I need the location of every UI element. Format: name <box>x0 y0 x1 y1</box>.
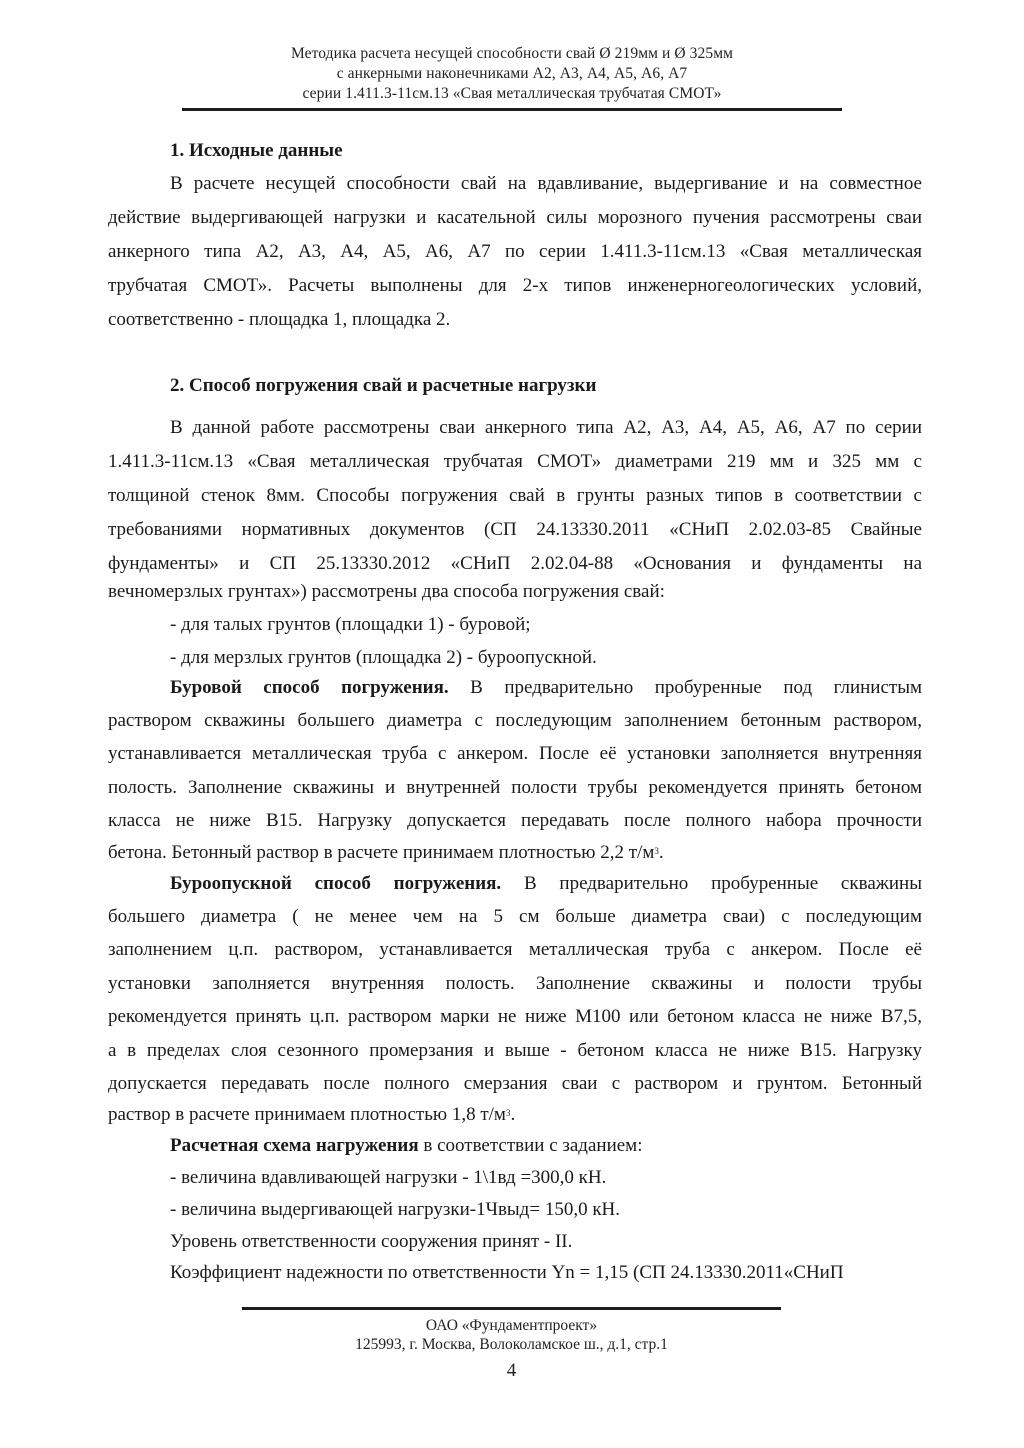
drill-lowering-text-line: допускается передавать после полного смерзания сваи с раствором и грунтом. Бетонный <box>108 1073 922 1094</box>
header-title-line-2: с анкерными наконечниками А2, А3, А4, А5, А6, А7 <box>336 65 688 82</box>
header-title-line-3: серии 1.411.3-11см.13 «Свая металлическая трубчатая СМОТ» <box>302 85 722 102</box>
drill-lowering-method-title: Буроопускной способ погружения. <box>170 873 502 894</box>
load-item: - величина вдавливающей нагрузки - 1\1вд =300,0 кН. <box>170 1167 607 1188</box>
section-1-heading: 1. Исходные данные <box>170 140 343 161</box>
footer-company: ОАО «Фундаментпроект» <box>425 1317 598 1334</box>
drill-lowering-text-line: большего диаметра ( не менее чем на 5 см больше диаметра сваи) с последующим <box>108 906 922 927</box>
superscript: 3 <box>505 1108 511 1118</box>
period: . <box>658 842 664 863</box>
method-list-item: - для мерзлых грунтов (площадка 2) - буроопускной. <box>170 647 597 668</box>
loading-scheme-text: в соответствии с заданием: <box>418 1135 643 1156</box>
footer-divider <box>242 1307 781 1310</box>
drill-lowering-text-line <box>108 1104 922 1126</box>
section-1-text-line: действие выдергивающей нагрузки и касательной силы морозного пучения рассмотрены сваи <box>108 207 922 228</box>
page-number: 4 <box>506 1360 517 1381</box>
load-item: - величина выдергивающей нагрузки-1Чвыд= 150,0 кН. <box>170 1199 621 1220</box>
drilling-method-text-line: полость. Заполнение скважины и внутренней полости трубы рекомендуется принять бетоном <box>108 777 922 798</box>
section-2-text-line: требованиями нормативных документов (СП 24.13330.2011 «СНиП 2.02.03-85 Свайные <box>108 519 922 540</box>
section-1-text-line: соответственно - площадка 1, площадка 2. <box>108 309 451 330</box>
drill-lowering-method-paragraph-first-line <box>170 873 922 895</box>
reliability-coefficient: Коэффициент надежности по ответственности Yn = 1,15 (СП 24.13330.2011«СНиП <box>170 1262 844 1283</box>
drilling-method-text-line: раствором скважины большего диаметра с последующим заполнением бетонным раствором, <box>108 710 922 731</box>
section-2-text-line: толщиной стенок 8мм. Способы погружения свай в грунты разных типов в соответствии с <box>108 485 922 506</box>
loading-scheme-line <box>170 1135 984 1157</box>
method-list-item: - для талых грунтов (площадки 1) - буровой; <box>170 614 531 635</box>
density-text: раствор в расчете принимаем плотностью 1,8 т/м <box>108 1104 506 1125</box>
header-title-line-1: Методика расчета несущей способности свай Ø 219мм и Ø 325мм <box>290 45 734 62</box>
section-1-text-line: В расчете несущей способности свай на вдавливание, выдергивание и на совместное <box>170 173 922 194</box>
drilling-method-text-line: класса не ниже В15. Нагрузку допускается передавать после полного набора прочности <box>108 810 922 831</box>
period: . <box>510 1104 516 1125</box>
footer-address: 125993, г. Москва, Волоколамское ш., д.1, стр.1 <box>355 1336 668 1353</box>
header-divider <box>182 108 842 111</box>
section-2-heading: 2. Способ погружения свай и расчетные нагрузки <box>170 375 597 396</box>
section-1-text-line: анкерного типа А2, А3, А4, А5, А6, А7 по серии 1.411.3-11см.13 «Свая металлическая <box>108 241 922 262</box>
responsibility-level: Уровень ответственности сооружения принят - II. <box>170 1231 573 1252</box>
section-1-text-line: трубчатая СМОТ». Расчеты выполнены для 2-х типов инженерногеологических условий, <box>108 275 922 296</box>
section-2-text-line: фундаменты» и СП 25.13330.2012 «СНиП 2.02.04-88 «Основания и фундаменты на <box>108 553 922 574</box>
section-2-text-line: В данной работе рассмотрены сваи анкерного типа А2, А3, А4, А5, А6, А7 по серии <box>170 417 922 438</box>
superscript: 3 <box>654 846 659 856</box>
drilling-method-text: В предварительно пробуренные под глинистым <box>448 677 922 698</box>
drilling-method-text-line: устанавливается металлическая труба с анкером. После её установки заполняется внутренняя <box>108 743 922 764</box>
drilling-method-text-line <box>108 842 922 864</box>
drill-lowering-text-line: установки заполняется внутренняя полость. Заполнение скважины и полости трубы <box>108 973 922 994</box>
drill-lowering-text-line: рекомендуется принять ц.п. раствором марки не ниже М100 или бетоном класса не ниже В7,5, <box>108 1006 922 1027</box>
drilling-method-paragraph-first-line <box>170 677 922 699</box>
loading-scheme-title: Расчетная схема нагружения <box>170 1135 419 1156</box>
section-2-text-line: вечномерзлых грунтах») рассмотрены два способа погружения свай: <box>108 581 665 602</box>
section-2-text-line: 1.411.3-11см.13 «Свая металлическая трубчатая СМОТ» диаметрами 219 мм и 325 мм с <box>108 451 922 472</box>
drill-lowering-text-line: заполнением ц.п. раствором, устанавливается металлическая труба с анкером. После её <box>108 939 922 960</box>
drilling-method-title: Буровой способ погружения. <box>170 677 449 698</box>
drill-lowering-method-text: В предварительно пробуренные скважины <box>501 873 922 894</box>
drill-lowering-text-line: а в пределах слоя сезонного промерзания и выше - бетоном класса не ниже В15. Нагрузку <box>108 1040 922 1061</box>
density-text: бетона. Бетонный раствор в расчете принимаем плотностью 2,2 т/м <box>108 842 655 863</box>
